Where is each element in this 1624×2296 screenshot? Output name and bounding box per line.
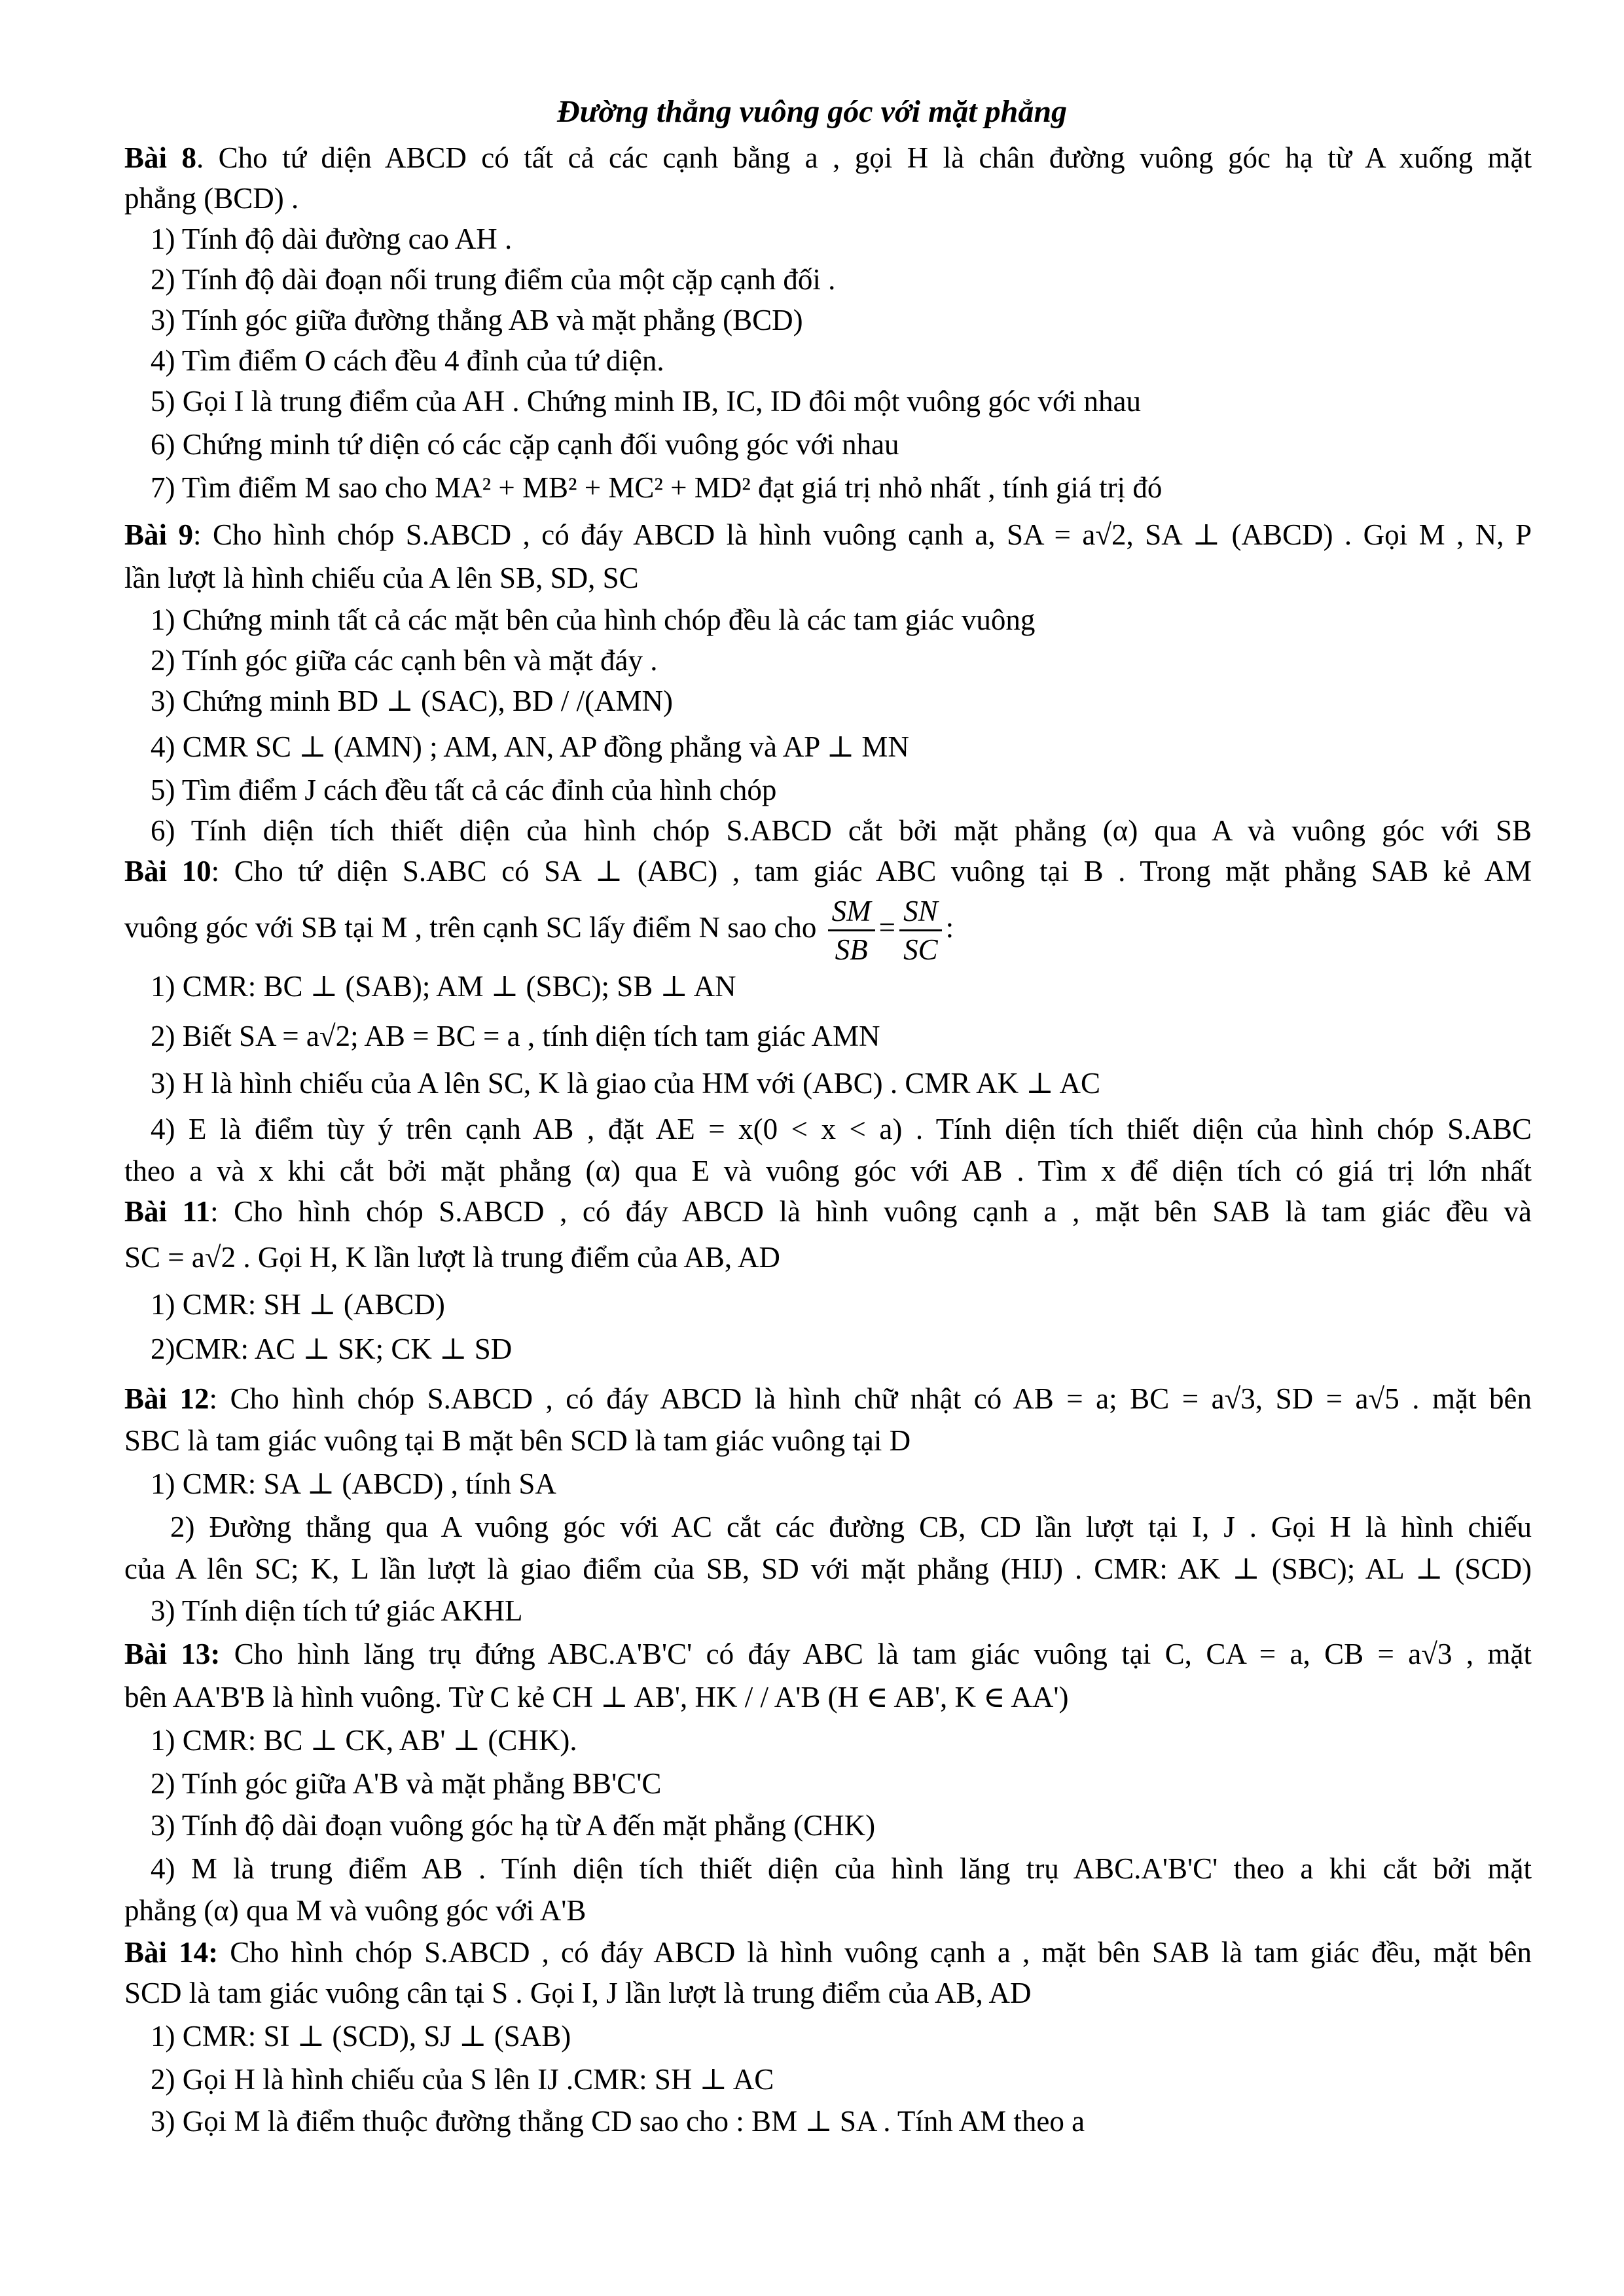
bai-13-line-2: bên AA'B'B là hình vuông. Từ C kẻ CH ⊥ AB', HK / / A'B (H ∈ AB', K ∈ AA') (124, 1681, 1069, 1713)
bai-9-label: Bài 9 (124, 518, 193, 551)
bai-12-item-2: 2) Đường thẳng qua A vuông góc với AC cắt các đường CB, CD lần lượt tại I, J . Gọi H là hình chiếu (170, 1511, 1532, 1543)
bai-9-item-3: 3) Chứng minh BD ⊥ (SAC), BD / /(AMN) (151, 685, 673, 717)
bai-12-line-2: SBC là tam giác vuông tại B mặt bên SCD là tam giác vuông tại D (124, 1424, 911, 1457)
ratio-sm-sb: $\frac{SM}{SB}$ (828, 893, 875, 968)
bai-10-label: Bài 10 (124, 855, 211, 888)
bai-10-item-4: 4) E là điểm tùy ý trên cạnh AB , đặt AE = x(0 < x < a) . Tính diện tích thiết diện của hình chóp S.ABC (151, 1113, 1532, 1145)
bai-13-label: Bài 13: (124, 1638, 221, 1670)
bai-8-item-6: 6) Chứng minh tứ diện có các cặp cạnh đối vuông góc với nhau (151, 428, 899, 461)
bai-14-item-2: 2) Gọi H là hình chiếu của S lên IJ .CMR: SH ⊥ AC (151, 2063, 774, 2096)
bai-9-line-1: Bài 9: Cho hình chóp S.ABCD , có đáy ABCD là hình vuông cạnh a, SA = a√2, SA ⊥ (ABCD) . Gọi M , N, P (124, 518, 1532, 551)
bai-9-line-2: lần lượt là hình chiếu của A lên SB, SD, SC (124, 562, 639, 594)
bai-12-label: Bài 12 (124, 1382, 209, 1415)
bai-13-line-7: phẳng (α) qua M và vuông góc với A'B (124, 1894, 586, 1927)
bai-13-item-2: 2) Tính góc giữa A'B và mặt phẳng BB'C'C (151, 1767, 662, 1800)
bai-14-line-1: Bài 14: Cho hình chóp S.ABCD , có đáy ABCD là hình vuông cạnh a , mặt bên SAB là tam giác đều, mặt bên (124, 1936, 1532, 1969)
bai-10-item-2: 2) Biết SA = a√2; AB = BC = a , tính diện tích tam giác AMN (151, 1020, 880, 1052)
bai-10-item-1: 1) CMR: BC ⊥ (SAB); AM ⊥ (SBC); SB ⊥ AN (151, 970, 736, 1003)
bai-12-line-1: Bài 12: Cho hình chóp S.ABCD , có đáy ABCD là hình chữ nhật có AB = a; BC = a√3, SD = a√5 . mặt bên (124, 1382, 1532, 1415)
page-title: Đường thẳng vuông góc với mặt phẳng (556, 94, 1068, 129)
bai-8-item-3: 3) Tính góc giữa đường thẳng AB và mặt phẳng (BCD) (151, 304, 803, 336)
bai-12-item-3: 3) Tính diện tích tứ giác AKHL (151, 1594, 523, 1627)
bai-14-item-3: 3) Gọi M là điểm thuộc đường thẳng CD sao cho : BM ⊥ SA . Tính AM theo a (151, 2105, 1085, 2138)
bai-13-line-1: Bài 13: Cho hình lăng trụ đứng ABC.A'B'C' có đáy ABC là tam giác vuông tại C, CA = a, CB = a√3 , mặt (124, 1638, 1532, 1670)
bai-9-item-5: 5) Tìm điểm J cách đều tất cả các đỉnh của hình chóp (151, 774, 777, 806)
bai-10-line-1: Bài 10: Cho tứ diện S.ABC có SA ⊥ (ABC) , tam giác ABC vuông tại B . Trong mặt phẳng SAB kẻ AM (124, 855, 1532, 888)
bai-14-item-1: 1) CMR: SI ⊥ (SCD), SJ ⊥ (SAB) (151, 2020, 571, 2053)
bai-9-item-2: 2) Tính góc giữa các cạnh bên và mặt đáy . (151, 644, 658, 677)
bai-8-item-5: 5) Gọi I là trung điểm của AH . Chứng minh IB, IC, ID đôi một vuông góc với nhau (151, 385, 1142, 418)
bai-14-line-2: SCD là tam giác vuông cân tại S . Gọi I, J lần lượt là trung điểm của AB, AD (124, 1977, 1032, 2009)
bai-10-item-3: 3) H là hình chiếu của A lên SC, K là giao của HM với (ABC) . CMR AK ⊥ AC (151, 1067, 1101, 1100)
bai-10-line-7: theo a và x khi cắt bởi mặt phẳng (α) qua E và vuông góc với AB . Tìm x để diện tích có giá trị lớn nhất (124, 1155, 1532, 1187)
bai-8-label: Bài 8 (124, 141, 196, 174)
bai-9-item-4: 4) CMR SC ⊥ (AMN) ; AM, AN, AP đồng phẳng và AP ⊥ MN (151, 730, 909, 763)
bai-9-item-1: 1) Chứng minh tất cả các mặt bên của hình chóp đều là các tam giác vuông (151, 603, 1036, 636)
bai-13-item-4: 4) M là trung điểm AB . Tính diện tích thiết diện của hình lăng trụ ABC.A'B'C' theo a khi cắt bởi mặt (151, 1852, 1532, 1885)
bai-14-label: Bài 14: (124, 1936, 219, 1969)
bai-11-item-1: 1) CMR: SH ⊥ (ABCD) (151, 1288, 445, 1321)
bai-11-item-2: 2)CMR: AC ⊥ SK; CK ⊥ SD (151, 1333, 513, 1365)
bai-8-item-1: 1) Tính độ dài đường cao AH . (151, 223, 513, 255)
bai-8-item-7: 7) Tìm điểm M sao cho MA² + MB² + MC² + MD² đạt giá trị nhỏ nhất , tính giá trị đó (151, 471, 1163, 504)
bai-11-line-2: SC = a√2 . Gọi H, K lần lượt là trung điểm của AB, AD (124, 1241, 780, 1274)
bai-11-line-1: Bài 11: Cho hình chóp S.ABCD , có đáy ABCD là hình vuông cạnh a , mặt bên SAB là tam giác đều và (124, 1195, 1532, 1228)
bai-8-item-2: 2) Tính độ dài đoạn nối trung điểm của một cặp cạnh đối . (151, 263, 836, 296)
ratio-sn-sc: $\frac{SN}{SC}$ (899, 893, 942, 968)
bai-9-item-6: 6) Tính diện tích thiết diện của hình chóp S.ABCD cắt bởi mặt phẳng (α) qua A và vuông góc với SB (151, 814, 1532, 847)
bai-10-line-2: vuông góc với SB tại M , trên cạnh SC lấy điểm N sao cho $\frac{SM}{SB}$ = $\frac{SN}{SC}$ : (124, 893, 1532, 968)
bai-12-item-1: 1) CMR: SA ⊥ (ABCD) , tính SA (151, 1467, 556, 1500)
bai-8-line-2: phẳng (BCD) . (124, 182, 299, 215)
bai-13-item-3: 3) Tính độ dài đoạn vuông góc hạ từ A đến mặt phẳng (CHK) (151, 1809, 876, 1842)
bai-8-item-4: 4) Tìm điểm O cách đều 4 đỉnh của tứ diện. (151, 344, 664, 377)
bai-11-label: Bài 11 (124, 1195, 211, 1228)
bai-8-line-1: Bài 8. Cho tứ diện ABCD có tất cả các cạnh bằng a , gọi H là chân đường vuông góc hạ từ A xuống mặt (124, 141, 1532, 174)
bai-13-item-1: 1) CMR: BC ⊥ CK, AB' ⊥ (CHK). (151, 1724, 577, 1757)
bai-12-line-5: của A lên SC; K, L lần lượt là giao điểm của SB, SD với mặt phẳng (HIJ) . CMR: AK ⊥ (SBC); AL ⊥ (SCD) (124, 1552, 1532, 1585)
